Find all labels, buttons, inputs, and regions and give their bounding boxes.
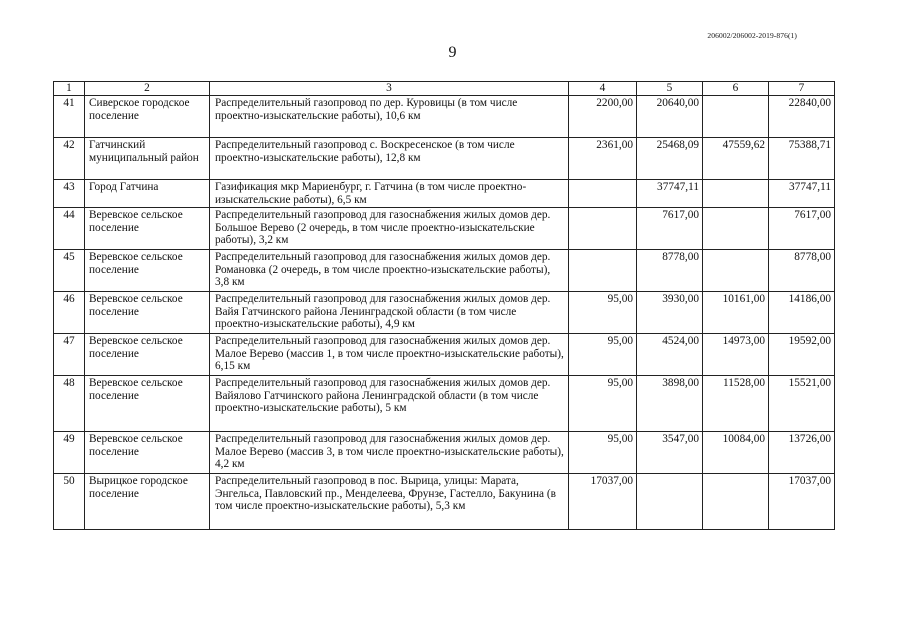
value-col4	[569, 180, 637, 208]
value-col6	[703, 250, 769, 292]
municipality-cell: Вырицкое городское поселение	[85, 474, 210, 530]
value-col6	[703, 474, 769, 530]
value-col4	[569, 208, 637, 250]
row-number: 45	[54, 250, 85, 292]
description-cell: Распределительный газопровод для газоснабжения жилых домов дер. Вайялово Гатчинского района Ленинградской области (в том числе проектно-изыскательские работы), 5 км	[210, 376, 569, 432]
value-col7-total: 13726,00	[769, 432, 835, 474]
description-cell: Распределительный газопровод по дер. Куровицы (в том числе проектно-изыскательские работы), 10,6 км	[210, 96, 569, 138]
municipality-cell: Веревское сельское поселение	[85, 334, 210, 376]
row-number: 43	[54, 180, 85, 208]
row-number: 41	[54, 96, 85, 138]
municipality-cell: Веревское сельское поселение	[85, 432, 210, 474]
value-col5: 37747,11	[637, 180, 703, 208]
table-row	[54, 138, 835, 180]
value-col7-total: 17037,00	[769, 474, 835, 530]
value-col6: 10161,00	[703, 292, 769, 334]
value-col5: 20640,00	[637, 96, 703, 138]
description-cell: Распределительный газопровод для газоснабжения жилых домов дер. Романовка (2 очередь, в том числе проектно-изыскательские работы), 3,8 км	[210, 250, 569, 292]
value-col5: 3547,00	[637, 432, 703, 474]
municipality-cell: Веревское сельское поселение	[85, 292, 210, 334]
value-col5: 25468,09	[637, 138, 703, 180]
table-row	[54, 208, 835, 250]
description-cell: Распределительный газопровод для газоснабжения жилых домов дер. Большое Верево (2 очередь, в том числе проектно-изыскательские работы), 3,2 км	[210, 208, 569, 250]
column-header: 4	[569, 82, 637, 96]
description-cell: Распределительный газопровод в пос. Вырица, улицы: Марата, Энгельса, Павловский пр., Менделеева, Фрунзе, Гастелло, Бакунина (в том числе проектно-изыскательские работы), 5,3 км	[210, 474, 569, 530]
value-col5: 8778,00	[637, 250, 703, 292]
value-col4	[569, 250, 637, 292]
row-number: 49	[54, 432, 85, 474]
value-col7-total: 14186,00	[769, 292, 835, 334]
value-col4: 2361,00	[569, 138, 637, 180]
row-number: 42	[54, 138, 85, 180]
value-col5: 7617,00	[637, 208, 703, 250]
column-header-row	[54, 82, 835, 96]
column-header: 5	[637, 82, 703, 96]
value-col5: 4524,00	[637, 334, 703, 376]
table-row	[54, 180, 835, 208]
row-number: 46	[54, 292, 85, 334]
table-row	[54, 474, 835, 530]
description-cell: Распределительный газопровод для газоснабжения жилых домов дер. Малое Верево (массив 1, в том числе проектно-изыскательские работы), 6,15 км	[210, 334, 569, 376]
value-col5: 3930,00	[637, 292, 703, 334]
value-col7-total: 7617,00	[769, 208, 835, 250]
table-row	[54, 376, 835, 432]
value-col6	[703, 180, 769, 208]
table-row	[54, 250, 835, 292]
page-number: 9	[448, 44, 457, 61]
value-col6	[703, 208, 769, 250]
value-col6: 14973,00	[703, 334, 769, 376]
value-col6: 47559,62	[703, 138, 769, 180]
value-col7-total: 8778,00	[769, 250, 835, 292]
value-col4: 95,00	[569, 376, 637, 432]
gas-pipeline-table	[53, 81, 835, 530]
municipality-cell: Город Гатчина	[85, 180, 210, 208]
column-header: 3	[210, 82, 569, 96]
row-number: 44	[54, 208, 85, 250]
description-cell: Газификация мкр Мариенбург, г. Гатчина (в том числе проектно-изыскательские работы), 6,5 км	[210, 180, 569, 208]
column-header: 7	[769, 82, 835, 96]
description-cell: Распределительный газопровод с. Воскресенское (в том числе проектно-изыскательские работы), 12,8 км	[210, 138, 569, 180]
table-row	[54, 96, 835, 138]
description-cell: Распределительный газопровод для газоснабжения жилых домов дер. Вайя Гатчинского района Ленинградской области (в том числе проектно-изыскательские работы), 4,9 км	[210, 292, 569, 334]
value-col7-total: 75388,71	[769, 138, 835, 180]
row-number: 50	[54, 474, 85, 530]
municipality-cell: Веревское сельское поселение	[85, 208, 210, 250]
municipality-cell: Веревское сельское поселение	[85, 250, 210, 292]
row-number: 48	[54, 376, 85, 432]
municipality-cell: Сиверское городское поселение	[85, 96, 210, 138]
column-header: 1	[54, 82, 85, 96]
value-col4: 95,00	[569, 432, 637, 474]
column-header: 2	[85, 82, 210, 96]
value-col7-total: 37747,11	[769, 180, 835, 208]
value-col7-total: 22840,00	[769, 96, 835, 138]
value-col4: 95,00	[569, 292, 637, 334]
value-col5	[637, 474, 703, 530]
value-col4: 95,00	[569, 334, 637, 376]
value-col5: 3898,00	[637, 376, 703, 432]
value-col7-total: 15521,00	[769, 376, 835, 432]
value-col6: 10084,00	[703, 432, 769, 474]
value-col4: 2200,00	[569, 96, 637, 138]
table-row	[54, 292, 835, 334]
column-header: 6	[703, 82, 769, 96]
table-row	[54, 432, 835, 474]
municipality-cell: Веревское сельское поселение	[85, 376, 210, 432]
value-col7-total: 19592,00	[769, 334, 835, 376]
value-col6	[703, 96, 769, 138]
table-row	[54, 334, 835, 376]
value-col6: 11528,00	[703, 376, 769, 432]
description-cell: Распределительный газопровод для газоснабжения жилых домов дер. Малое Верево (массив 3, в том числе проектно-изыскательские работы), 4,2 км	[210, 432, 569, 474]
document-number: 206002/206002-2019-876(1)	[707, 31, 797, 40]
row-number: 47	[54, 334, 85, 376]
municipality-cell: Гатчинский муниципальный район	[85, 138, 210, 180]
value-col4: 17037,00	[569, 474, 637, 530]
